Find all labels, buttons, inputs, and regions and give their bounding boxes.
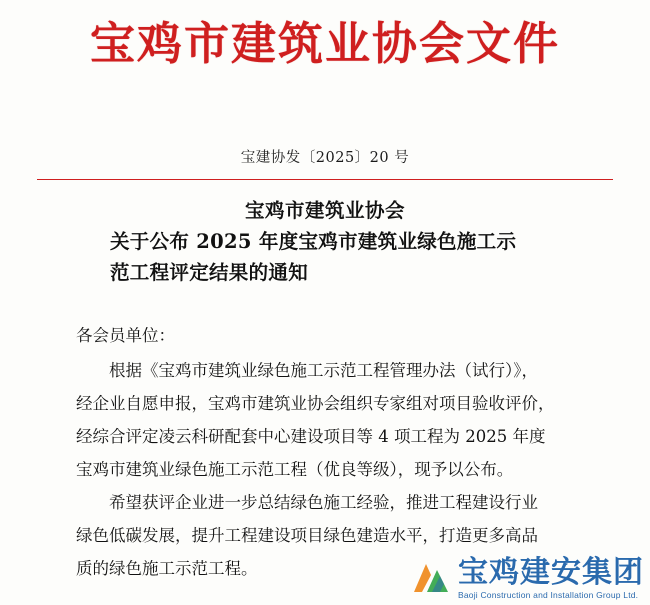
paragraph: [76, 486, 574, 585]
paragraph-line: 宝鸡市建筑业绿色施工示范工程（优良等级），现予以公布。: [76, 459, 514, 479]
document-subject-line: 关于公布 2025 年度宝鸡市建筑业绿色施工示: [110, 229, 517, 253]
document-title-block: [110, 196, 540, 288]
paragraph-line: 经企业自愿申报，宝鸡市建筑业协会组织专家组对项目验收评价，: [76, 393, 555, 413]
paragraph-line: 绿色低碳发展，提升工程建设项目绿色建造水平，打造更多高品: [76, 525, 538, 545]
company-name-english: Baoji Construction and Installation Group Ltd.: [458, 589, 639, 600]
company-name: 宝鸡建安集团: [458, 554, 644, 590]
salutation: 各会员单位：: [76, 325, 175, 345]
document-number: 宝建协发〔2025〕20 号: [240, 149, 410, 166]
document-body: [76, 319, 574, 585]
paragraph-line: 希望获评企业进一步总结绿色施工经验，推进工程建设行业: [109, 492, 538, 512]
document-subject: [110, 226, 540, 289]
issuing-organization: 宝鸡市建筑业协会: [244, 199, 405, 223]
paragraph-line: 经综合评定凌云科研配套中心建设项目等 4 项工程为 2025 年度: [76, 426, 546, 446]
document-subject-line: 范工程评定结果的通知: [110, 261, 309, 285]
document-header-title: 宝鸡市建筑业协会文件: [89, 17, 560, 70]
red-separator-rule: [37, 179, 613, 181]
paragraph-line: 根据《宝鸡市建筑业绿色施工示范工程管理办法（试行）》，: [109, 360, 538, 380]
document-header: [0, 0, 650, 70]
paragraph-line: 质的绿色施工示范工程。: [76, 558, 258, 578]
paragraph: [76, 354, 574, 486]
